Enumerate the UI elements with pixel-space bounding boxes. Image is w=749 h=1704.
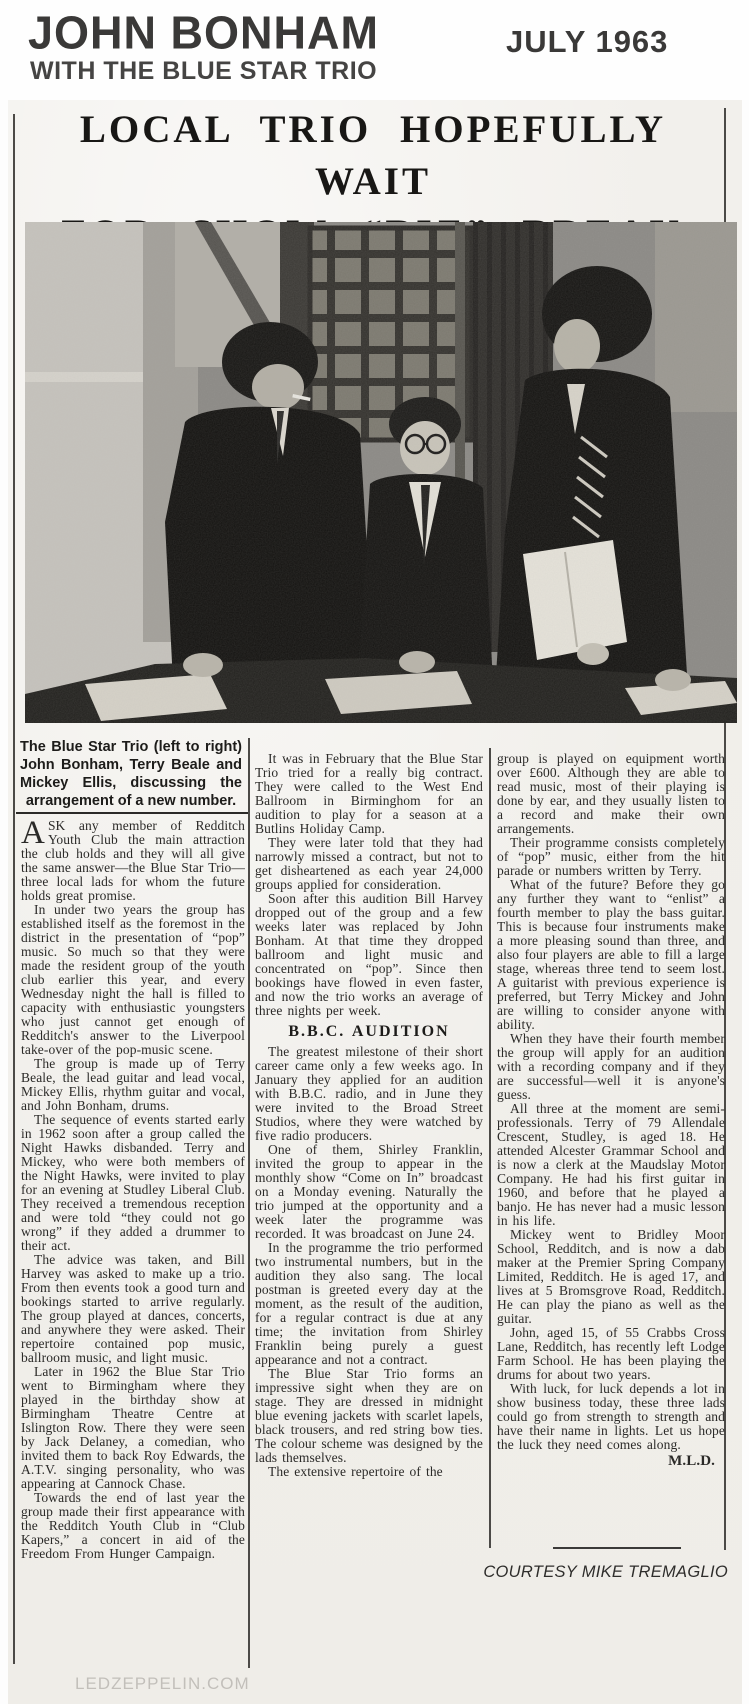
signature-rule [553,1547,681,1549]
article-paragraph: All three at the moment are semi-professionals. Terry of 79 Allendale Crescent, Studley, is aged 18. He attended Alcester Grammar School and is now a clerk at the Maudslay Motor Company. He had his first guitar in 1960, and before that he played a banjo. He has never had a music lesson in his life. [497,1101,725,1228]
article-column-1 [21,815,245,1561]
clipping-left-border [13,114,15,1664]
site-watermark: LEDZEPPELIN.COM [75,1674,250,1693]
page-title: JOHN BONHAM [28,6,380,60]
article-paragraph: Soon after this audition Bill Harvey dropped out of the group and a few weeks later was replaced by John Bonham. At that time they dropped ballroom and light music and concentrated on “pop”. Since then bookings have flowed in even faster, and now the trio works an average of three nights per week. [255,891,483,1018]
article-paragraph: In under two years the group has established itself as the foremost in the district in the presentation of “pop” music. So much so that they were made the resident group of the youth club earlier this year, and every Wednesday night the hall is filled to capacity with enthusiastic youngsters who just cannot get enough of Redditch's answer to the Liverpool take-over of the pop-music scene. [21,902,245,1057]
article-paragraph: group is played on equipment worth over £600. Although they are able to read music, most of their playing is done by ear, and they usually listen to a record and make their own arrangements. [497,751,725,836]
section-heading: B.B.C. AUDITION [288,1023,450,1040]
article-paragraph: What of the future? Before they go any further they want to “enlist” a fourth member to play the bass guitar. This is because four instruments make a more pleasing sound than three, and also four players are able to fill a large stage, whereas three tend to seem lost. A guitarist with previous experience is preferred, but Terry Mickey and John are willing to consider anyone with ability. [497,877,725,1032]
page-header [0,0,749,100]
article-paragraph: Their programme consists completely of “pop” music, either from the hit parade or numbers written by Terry. [497,835,725,878]
article-photo [25,222,737,723]
article-paragraph: The extensive repertoire of the [268,1464,443,1479]
courtesy-credit: COURTESY MIKE TREMAGLIO [483,1563,728,1581]
article-paragraph: Mickey went to Bridley Moor School, Redditch, and is now a dab maker at the Premier Spring Company Limited, Redditch. He is aged 17, and lives at 5 Bromsgrove Road, Redditch. He can play the piano as well as the guitar. [497,1227,725,1326]
page-subtitle: WITH THE BLUE STAR TRIO [30,57,378,85]
article-headline-line1: LOCAL TRIO HOPEFULLY WAIT [79,108,667,203]
article-paragraph: One of them, Shirley Franklin, invited the group to appear in the monthly show “Come on In” broadcast on a Monday evening. Naturally the trio jumped at the opportunity and a week later the programme was recorded. It was broadcast on June 24. [255,1142,483,1241]
article-paragraph: ASK any member of Redditch Youth Club the main attraction the club holds and they will all give the same answer—the Blue Star Trio—three local lads for whom the future holds great promise. [21,815,245,903]
drop-cap: A [21,815,45,851]
caption-divider [16,812,248,814]
photo-caption: The Blue Star Trio (left to right) John Bonham, Terry Beale and Mickey Ellis, discussing the arrangement of a new number. [20,739,242,809]
article-paragraph: The greatest milestone of their short career came only a few weeks ago. In January they applied for an audition with B.B.C. radio, and in June they were invited to the Broad Street Studios, where they were watched by five radio producers. [255,1044,483,1143]
article-paragraph: They were later told that they had narrowly missed a contract, but not to get disheartened as each year 24,000 groups applied for consideration. [255,835,483,892]
article-paragraph: With luck, for luck depends a lot in show business today, these three lads could go from strength to strength and have their name in lights. Let us hope the luck they need comes along. [497,1381,725,1452]
article-column-2 [255,752,483,1479]
column-divider-1 [248,738,250,1668]
article-paragraph: The Blue Star Trio forms an impressive sight when they are on stage. They are dressed in midnight blue evening jackets with scarlet lapels, black trousers, and red string bow ties. The colour scheme was designed by the lads themselves. [255,1366,483,1465]
article-paragraph: The group is made up of Terry Beale, the lead guitar and lead vocal, Mickey Ellis, rhythm guitar and vocal, and John Bonham, drums. [21,1056,245,1113]
article-paragraph: In the programme the trio performed two instrumental numbers, but in the audition they also sang. The local postman is greeted every day at the moment, as the result of the audition, for a regular contract is due at any time; the invitation from Shirley Franklin being purely a guest appearance and not a contract. [255,1240,483,1367]
article-column-3 [497,752,725,1468]
article-paragraph: John, aged 15, of 55 Crabbs Cross Lane, Redditch, has recently left Lodge Farm School. He has been playing the drums for about two years. [497,1325,725,1382]
article-paragraph: When they have their fourth member the group will apply for an audition with a recording company and if they are successful—well it is anyone's guess. [497,1031,725,1102]
header-date: JULY 1963 [506,24,669,59]
author-initials: M.L.D. [668,1453,715,1469]
article-paragraph: Later in 1962 the Blue Star Trio went to Birmingham where they played in the birthday show at Birmingham Theatre Centre at Islington Row. There they were seen by Jack Delaney, a comedian, who invited them to back Roy Edwards, the A.T.V. singing personality, who was appearing at Cannock Chase. [21,1364,245,1491]
column-divider-2 [489,748,491,1548]
article-paragraph: The advice was taken, and Bill Harvey was asked to make up a trio. From then events took a good turn and bookings started to arrive regularly. The group played at dances, concerts, and anywhere they were asked. Their repertoire contained pop music, ballroom music, and light music. [21,1252,245,1365]
article-paragraph: The sequence of events started early in 1962 soon after a group called the Night Hawks disbanded. Terry and Mickey, who were both members of the Night Hawks, were invited to play for an evening at Studley Liberal Club. They received a tremendous reception and were told “they could not go wrong” if they added a drummer to their act. [21,1112,245,1253]
article-paragraph: Towards the end of last year the group made their first appearance with the Redditch Youth Club in “Club Kapers,” a concert in aid of the Freedom From Hunger Campaign. [21,1490,245,1561]
newspaper-clipping [8,100,742,1704]
article-paragraph: It was in February that the Blue Star Trio tried for a really big contract. They were called to the West End Ballroom in Birminghom for an audition to play for a season at a Butlins Holiday Camp. [255,751,483,836]
